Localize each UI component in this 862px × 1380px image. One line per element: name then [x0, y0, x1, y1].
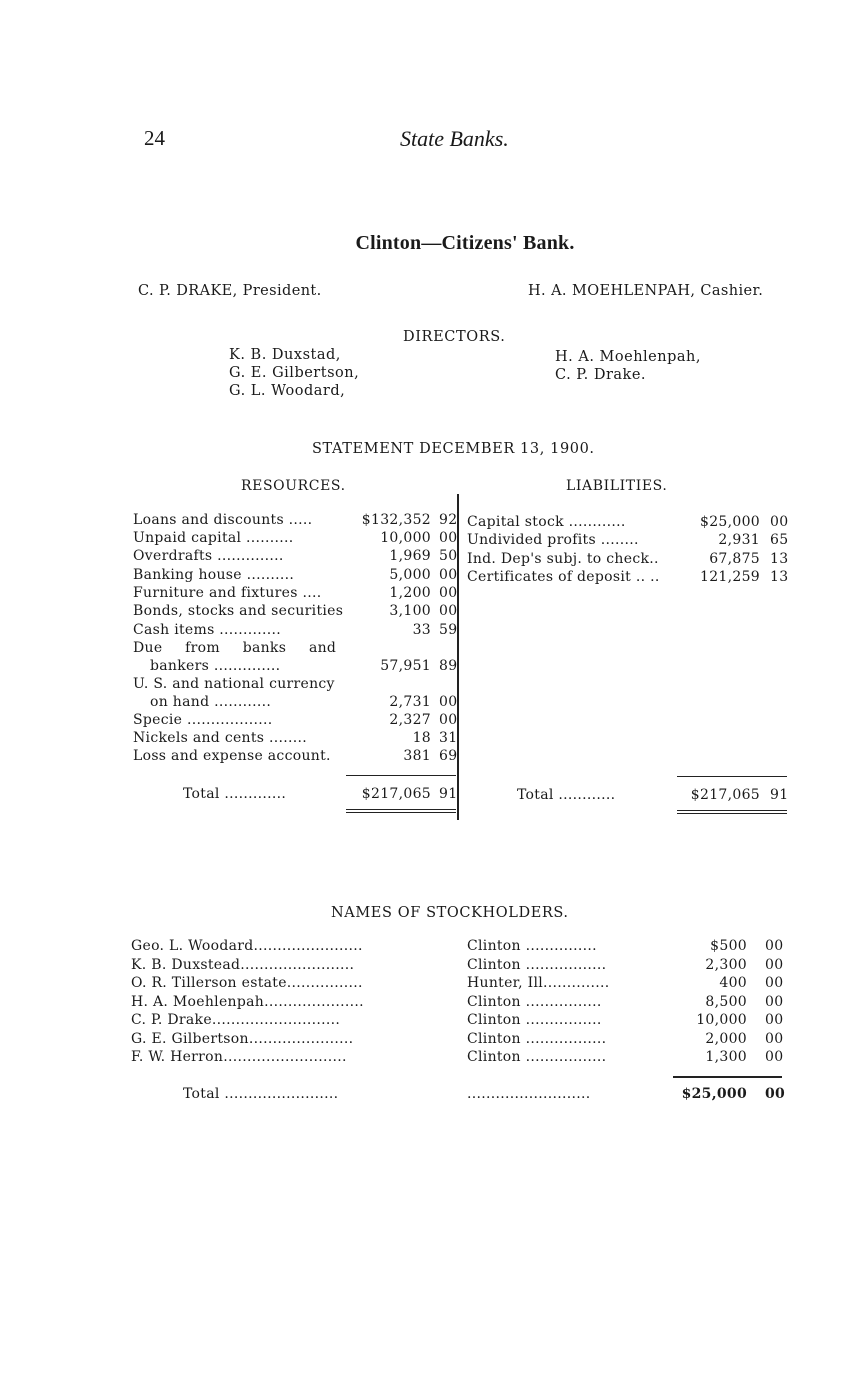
resources-total-row — [133, 785, 463, 803]
resource-cents: 00 — [439, 567, 458, 583]
stockholder-cents: 00 — [765, 957, 784, 973]
resource-dollars: 3,100 — [389, 603, 431, 619]
page-number: 24 — [144, 126, 165, 150]
resource-cents: 00 — [439, 585, 458, 601]
resource-row — [133, 529, 463, 547]
liability-row — [467, 531, 797, 549]
resource-label: U. S. and national currency — [133, 676, 335, 692]
liabilities-double-rule-1 — [677, 810, 787, 811]
resource-dollars: 1,200 — [389, 585, 431, 601]
resource-row — [133, 547, 463, 565]
stockholders-total-rule — [673, 1076, 782, 1078]
stockholder-dollars: 2,300 — [705, 957, 747, 973]
stockholder-row — [131, 956, 791, 974]
stockholder-row — [131, 1030, 791, 1048]
resource-cents: 00 — [439, 530, 458, 546]
resource-label: Bonds, stocks and securities — [133, 603, 344, 619]
resource-row — [133, 621, 463, 639]
liability-cents: 00 — [770, 514, 789, 530]
resource-label: Unpaid capital .......... — [133, 530, 294, 546]
liability-row — [467, 550, 797, 568]
resource-row — [133, 747, 463, 765]
stockholder-dollars: $500 — [710, 938, 747, 954]
stockholder-name: C. P. Drake........................... — [131, 1012, 341, 1028]
resource-dollars: 2,731 — [389, 694, 431, 710]
resource-row — [133, 675, 463, 693]
total-cents: 91 — [770, 787, 789, 803]
stockholder-town: Clinton ................. — [467, 1031, 607, 1047]
stockholder-dollars: 1,300 — [705, 1049, 747, 1065]
president: C. P. DRAKE, President. — [138, 283, 322, 299]
stockholder-name: G. E. Gilbertson...................... — [131, 1031, 354, 1047]
stockholders-heading: NAMES OF STOCKHOLDERS. — [331, 905, 569, 921]
liability-row — [467, 513, 797, 531]
resource-row — [133, 566, 463, 584]
resource-label: Cash items ............. — [133, 622, 282, 638]
director-name: H. A. Moehlenpah, — [555, 349, 701, 365]
directors-left-column — [229, 346, 359, 400]
stockholder-town: Hunter, Ill.............. — [467, 975, 610, 991]
resource-label: Specie .................. — [133, 712, 273, 728]
resource-row — [133, 639, 463, 657]
resource-cents: 89 — [439, 658, 458, 674]
liability-cents: 13 — [770, 569, 789, 585]
resource-dollars: 381 — [403, 748, 431, 764]
stockholder-cents: 00 — [765, 1012, 784, 1028]
resource-dollars: 5,000 — [389, 567, 431, 583]
liabilities-total-row — [467, 786, 797, 804]
resource-dollars: 18 — [412, 730, 431, 746]
stockholder-row — [131, 974, 791, 992]
stockholder-dollars: 8,500 — [705, 994, 747, 1010]
liability-dollars: 121,259 — [700, 569, 760, 585]
liability-label: Capital stock ............ — [467, 514, 626, 530]
total-cents: 00 — [765, 1086, 786, 1102]
stockholders-total-row — [131, 1085, 791, 1103]
resource-label: Nickels and cents ........ — [133, 730, 308, 746]
resource-row — [133, 657, 463, 675]
stockholder-cents: 00 — [765, 1031, 784, 1047]
resource-cents: 31 — [439, 730, 458, 746]
resource-row — [133, 602, 463, 620]
stockholder-dollars: 400 — [719, 975, 747, 991]
director-name: K. B. Duxstad, — [229, 347, 341, 363]
resource-label: on hand ............ — [150, 694, 272, 710]
resource-cents: 00 — [439, 712, 458, 728]
liability-label: Ind. Dep's subj. to check.. — [467, 551, 659, 567]
total-label: Total ............ — [517, 787, 616, 803]
resource-cents: 69 — [439, 748, 458, 764]
liability-dollars: 2,931 — [718, 532, 760, 548]
resources-total-rule — [346, 775, 456, 776]
stockholder-name: Geo. L. Woodard....................... — [131, 938, 363, 954]
liability-dollars: $25,000 — [700, 514, 760, 530]
liabilities-heading: LIABILITIES. — [566, 478, 668, 494]
resource-dollars: 57,951 — [380, 658, 431, 674]
stockholder-cents: 00 — [765, 975, 784, 991]
resource-cents: 00 — [439, 694, 458, 710]
stockholder-town: Clinton ................ — [467, 994, 602, 1010]
total-dollars: $217,065 — [690, 787, 760, 803]
liability-label: Certificates of deposit .. .. — [467, 569, 660, 585]
liability-row — [467, 568, 797, 586]
stockholder-cents: 00 — [765, 994, 784, 1010]
resource-cents: 50 — [439, 548, 458, 564]
resource-label: Furniture and fixtures .... — [133, 585, 322, 601]
liabilities-total-rule — [677, 776, 787, 777]
resources-heading: RESOURCES. — [241, 478, 346, 494]
bank-title: Clinton—Citizens' Bank. — [355, 232, 575, 254]
liability-label: Undivided profits ........ — [467, 532, 639, 548]
resource-row — [133, 693, 463, 711]
resources-double-rule-2 — [346, 812, 456, 813]
stockholder-row — [131, 1048, 791, 1066]
resource-label: Due from banks and — [133, 640, 337, 656]
director-name: G. E. Gilbertson, — [229, 365, 360, 381]
stockholder-row — [131, 1011, 791, 1029]
total-label: Total ............. — [183, 786, 287, 802]
statement-heading: STATEMENT DECEMBER 13, 1900. — [312, 441, 595, 457]
resource-dollars: 2,327 — [389, 712, 431, 728]
resource-label: Overdrafts .............. — [133, 548, 284, 564]
liability-cents: 65 — [770, 532, 789, 548]
resource-row — [133, 511, 463, 529]
stockholder-cents: 00 — [765, 938, 784, 954]
director-name: C. P. Drake. — [555, 367, 647, 383]
director-name: G. L. Woodard, — [229, 383, 346, 399]
resource-label: bankers .............. — [150, 658, 281, 674]
resource-label: Loss and expense account. — [133, 748, 331, 764]
stockholder-town: Clinton ................. — [467, 1049, 607, 1065]
total-label: Total ........................ — [183, 1086, 339, 1102]
directors-heading: DIRECTORS. — [403, 329, 506, 345]
resource-dollars: 33 — [412, 622, 431, 638]
resource-dollars: 1,969 — [389, 548, 431, 564]
cashier: H. A. MOEHLENPAH, Cashier. — [528, 283, 764, 299]
resource-row — [133, 711, 463, 729]
resource-cents: 59 — [439, 622, 458, 638]
stockholder-row — [131, 937, 791, 955]
stockholder-name: K. B. Duxstead........................ — [131, 957, 355, 973]
total-cents: 91 — [439, 786, 458, 802]
running-title: State Banks. — [400, 126, 509, 151]
stockholder-name: F. W. Herron.......................... — [131, 1049, 347, 1065]
stockholder-name: O. R. Tillerson estate................ — [131, 975, 363, 991]
directors-right-column — [555, 348, 701, 384]
resources-double-rule-1 — [346, 809, 456, 810]
resource-row — [133, 584, 463, 602]
stockholder-dollars: 10,000 — [696, 1012, 747, 1028]
total-dollars: $25,000 — [681, 1086, 747, 1102]
total-leader: .......................... — [467, 1086, 591, 1102]
stockholder-town: Clinton ................ — [467, 1012, 602, 1028]
resource-cents: 92 — [439, 512, 458, 528]
liabilities-double-rule-2 — [677, 813, 787, 814]
stockholder-name: H. A. Moehlenpah..................... — [131, 994, 364, 1010]
stockholder-town: Clinton ................. — [467, 957, 607, 973]
resource-cents: 00 — [439, 603, 458, 619]
resource-row — [133, 729, 463, 747]
liability-dollars: 67,875 — [709, 551, 760, 567]
stockholder-row — [131, 993, 791, 1011]
stockholder-cents: 00 — [765, 1049, 784, 1065]
resource-dollars: 10,000 — [380, 530, 431, 546]
liability-cents: 13 — [770, 551, 789, 567]
stockholder-town: Clinton ............... — [467, 938, 597, 954]
resource-dollars: $132,352 — [361, 512, 431, 528]
total-dollars: $217,065 — [361, 786, 431, 802]
resource-label: Banking house .......... — [133, 567, 295, 583]
stockholder-dollars: 2,000 — [705, 1031, 747, 1047]
resource-label: Loans and discounts ..... — [133, 512, 313, 528]
